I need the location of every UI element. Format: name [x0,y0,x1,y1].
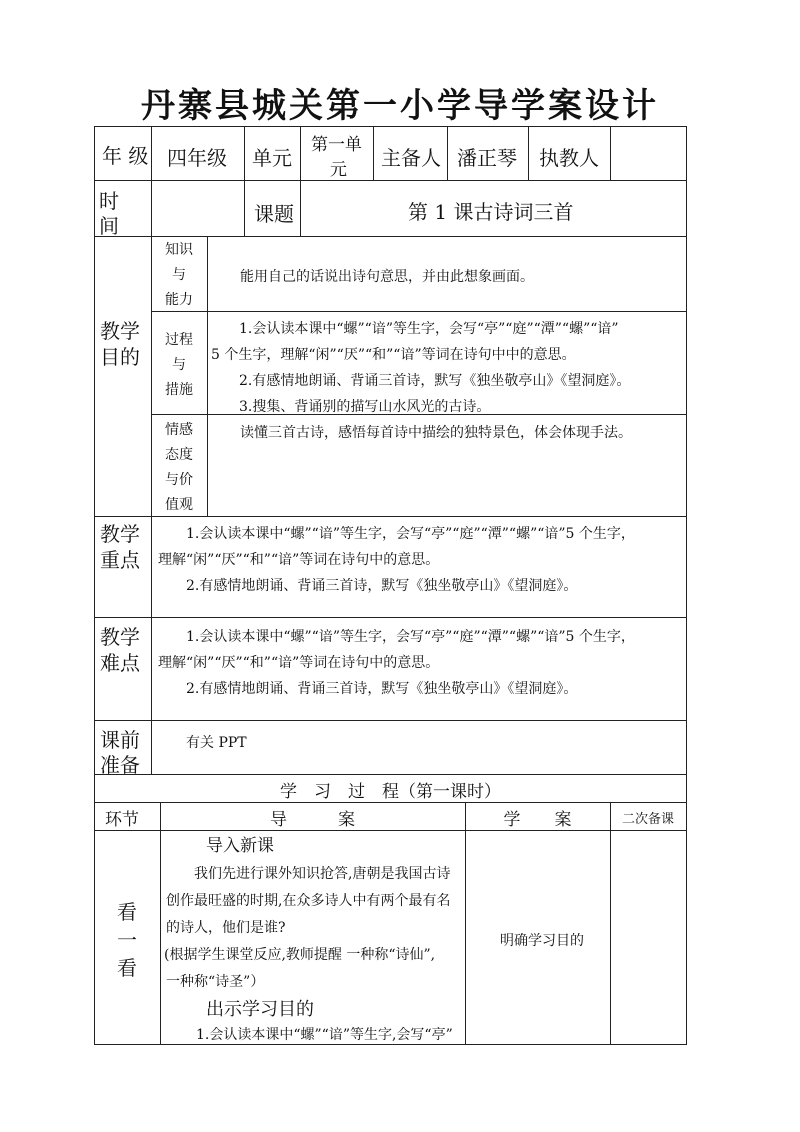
attitude-label: 情感 态度 与价 值观 [165,422,193,513]
column-divider [160,802,161,1044]
guide-heading: 导入新课 [206,836,274,856]
process-line-2: 5 个生字，理解“闲”“厌”“和”“谙”等词在诗句中中的意思。 [211,347,576,363]
column-divider [207,236,208,516]
prep-label-line2: 准备 [100,753,140,777]
column-header-second: 二次备课 [621,812,674,827]
grade-label: 年 级 [102,144,149,168]
time-label-line2: 间 [99,214,119,238]
column-header-stage: 环节 [105,810,139,830]
prep-label-line1: 课前 [100,728,140,752]
key-points-line-3: 2.有感情地朗诵、背诵三首诗，默写《独坐敬亭山》《望洞庭》。 [186,578,578,594]
knowledge-text: 能用自己的话说出诗句意思，并由此想象画面。 [240,269,534,285]
process-section-title: 学 习 过 程（第一课时） [280,782,501,802]
preparer-value: 潘正琴 [457,146,517,170]
table-border-bottom [94,1044,687,1045]
grade-value: 四年级 [167,146,227,170]
row-divider [94,720,687,721]
stage-label: 看 一 看 [117,900,137,980]
row-divider [94,830,687,831]
process-line-4: 3.搜集、背诵别的描写山水风光的古诗。 [239,399,491,415]
difficulties-line-1: 1.会认读本课中“螺”“谙”等生字，会写“亭”“庭”“潭”“螺”“谙”5 个生字， [186,629,635,645]
column-divider [300,126,301,236]
table-border-right [686,126,687,1044]
preparer-label: 主备人 [381,146,441,170]
study-text: 明确学习目的 [500,933,584,949]
difficulties-line-3: 2.有感情地朗诵、背诵三首诗，默写《独坐敬亭山》《望洞庭》。 [186,681,578,697]
column-divider [610,802,611,1044]
guide-line-5: 一种称“诗圣”） [166,974,265,990]
column-divider [244,126,245,236]
unit-value-line2: 元 [330,160,347,180]
column-header-study: 学 案 [503,810,572,830]
column-divider [447,126,448,180]
process-label: 过程 与 措施 [165,332,193,398]
table-border-top [94,126,687,127]
row-divider [94,236,687,237]
time-label-line1: 时 [99,189,119,213]
topic-label: 课题 [254,202,294,226]
column-header-guide: 导 案 [270,810,355,830]
key-points-line-2: 理解“闲”“厌”“和”“谙”等词在诗句中的意思。 [158,552,440,568]
unit-value-line1: 第一单 [311,135,362,155]
difficulties-label-line2: 难点 [100,651,140,675]
column-divider [528,126,529,180]
guide-line-2: 创作最旺盛的时期,在众多诗人中有两个最有名 [166,893,451,909]
page-title: 丹寨县城关第一小学导学案设计 [141,86,659,126]
attitude-text: 读懂三首古诗，感悟每首诗中描绘的独特景色，体会体现手法。 [240,425,632,441]
key-points-label-line2: 重点 [100,548,140,572]
guide-line-4: (根据学生课堂反应,教师提醒 一种称“诗仙”, [164,947,436,963]
row-divider [94,774,687,775]
difficulties-line-2: 理解“闲”“厌”“和”“谙”等词在诗句中的意思。 [158,655,440,671]
teacher-label: 执教人 [539,146,599,170]
prep-text: 有关 PPT [186,735,247,751]
objectives-label-line2: 目的 [100,345,140,369]
guide-line-3: 的诗人，他们是谁? [166,920,286,936]
process-line-1: 1.会认读本课中“螺”“谙”等生字，会写“亭”“庭”“潭”“螺”“谙” [239,321,619,337]
difficulties-label-line1: 教学 [100,625,140,649]
unit-label: 单元 [252,146,292,170]
objectives-label-line1: 教学 [100,319,140,343]
knowledge-label: 知识 与 能力 [165,242,193,308]
column-divider [610,126,611,180]
column-divider [465,802,466,1044]
guide-heading-2: 出示学习目的 [206,999,314,1020]
process-line-3: 2.有感情地朗诵、背诵三首诗，默写《独坐敬亭山》《望洞庭》。 [239,373,631,389]
guide-last-line: 1.会认读本课中“螺”“谙”等生字,会写“亭” [196,1027,453,1043]
row-divider [94,617,687,618]
key-points-label-line1: 教学 [100,522,140,546]
row-divider [94,180,687,181]
row-divider [151,311,687,312]
guide-line-1: 我们先进行课外知识抢答,唐朝是我国古诗 [194,866,451,882]
row-divider [94,802,687,803]
topic-value: 第 1 课古诗词三首 [408,200,574,224]
column-divider [373,126,374,180]
key-points-line-1: 1.会认读本课中“螺”“谙”等生字，会写“亭”“庭”“潭”“螺”“谙”5 个生字， [186,526,635,542]
